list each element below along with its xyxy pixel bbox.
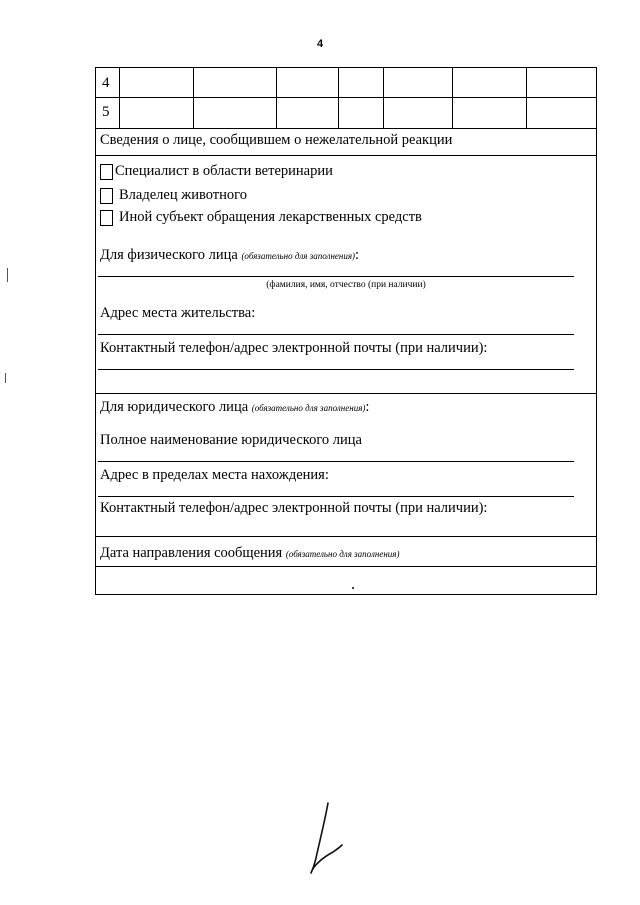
table-column-divider	[383, 68, 384, 128]
required-note: (обязательно для заполнения)	[251, 403, 366, 413]
colon: :	[365, 399, 370, 415]
table-column-divider	[119, 68, 120, 128]
checkbox-animal-owner[interactable]	[100, 188, 113, 204]
page-number: 4	[316, 38, 324, 50]
table-column-divider	[452, 68, 453, 128]
table-column-divider	[193, 68, 194, 128]
table-row-number: 5	[102, 104, 110, 120]
legal-contact-label: Контактный телефон/адрес электронной почты (при наличии):	[100, 500, 488, 516]
section-divider	[96, 393, 596, 394]
legal-address-label: Адрес в пределах места нахождения:	[100, 467, 329, 483]
table-column-divider	[276, 68, 277, 128]
residence-address-label: Адрес места жительства:	[100, 305, 256, 321]
option-label: Владелец животного	[119, 187, 247, 203]
individual-heading	[100, 247, 359, 264]
section-divider	[96, 536, 596, 537]
legal-name-input-line[interactable]	[98, 461, 574, 462]
date-label: Дата направления сообщения	[100, 545, 283, 561]
legal-heading	[100, 399, 369, 416]
option-label: Иной субъект обращения лекарственных средств	[119, 209, 422, 225]
legal-name-label: Полное наименование юридического лица	[100, 432, 362, 448]
reporter-section-title: Сведения о лице, сообщившем о нежелательной реакции	[100, 132, 453, 148]
colon: :	[355, 247, 360, 263]
section-divider	[96, 155, 596, 156]
table-column-divider	[338, 68, 339, 128]
table-row-number: 4	[102, 75, 110, 91]
table-row-divider	[96, 97, 596, 98]
checkbox-veterinary-specialist[interactable]	[100, 164, 113, 180]
scan-margin-mark	[7, 268, 8, 282]
individual-contact-label: Контактный телефон/адрес электронной почты (при наличии):	[100, 340, 488, 356]
table-row-divider	[96, 128, 596, 129]
required-note: (обязательно для заполнения)	[285, 549, 400, 559]
report-form-table	[95, 67, 597, 595]
scan-margin-mark	[5, 373, 6, 383]
required-note: (обязательно для заполнения)	[241, 251, 356, 261]
full-name-input-line[interactable]	[98, 276, 574, 277]
full-name-hint: (фамилия, имя, отчество (при наличии)	[266, 280, 426, 290]
individual-contact-input-line[interactable]	[98, 369, 574, 370]
legal-address-input-line[interactable]	[98, 496, 574, 497]
section-divider	[96, 566, 596, 567]
date-heading	[100, 545, 399, 562]
checkbox-other-subject[interactable]	[100, 210, 113, 226]
individual-label: Для физического лица	[100, 247, 238, 263]
table-column-divider	[526, 68, 527, 128]
legal-label: Для юридического лица	[100, 399, 249, 415]
option-label: Специалист в области ветеринарии	[115, 163, 333, 179]
stray-dot	[352, 587, 354, 589]
residence-address-input-line[interactable]	[98, 334, 574, 335]
